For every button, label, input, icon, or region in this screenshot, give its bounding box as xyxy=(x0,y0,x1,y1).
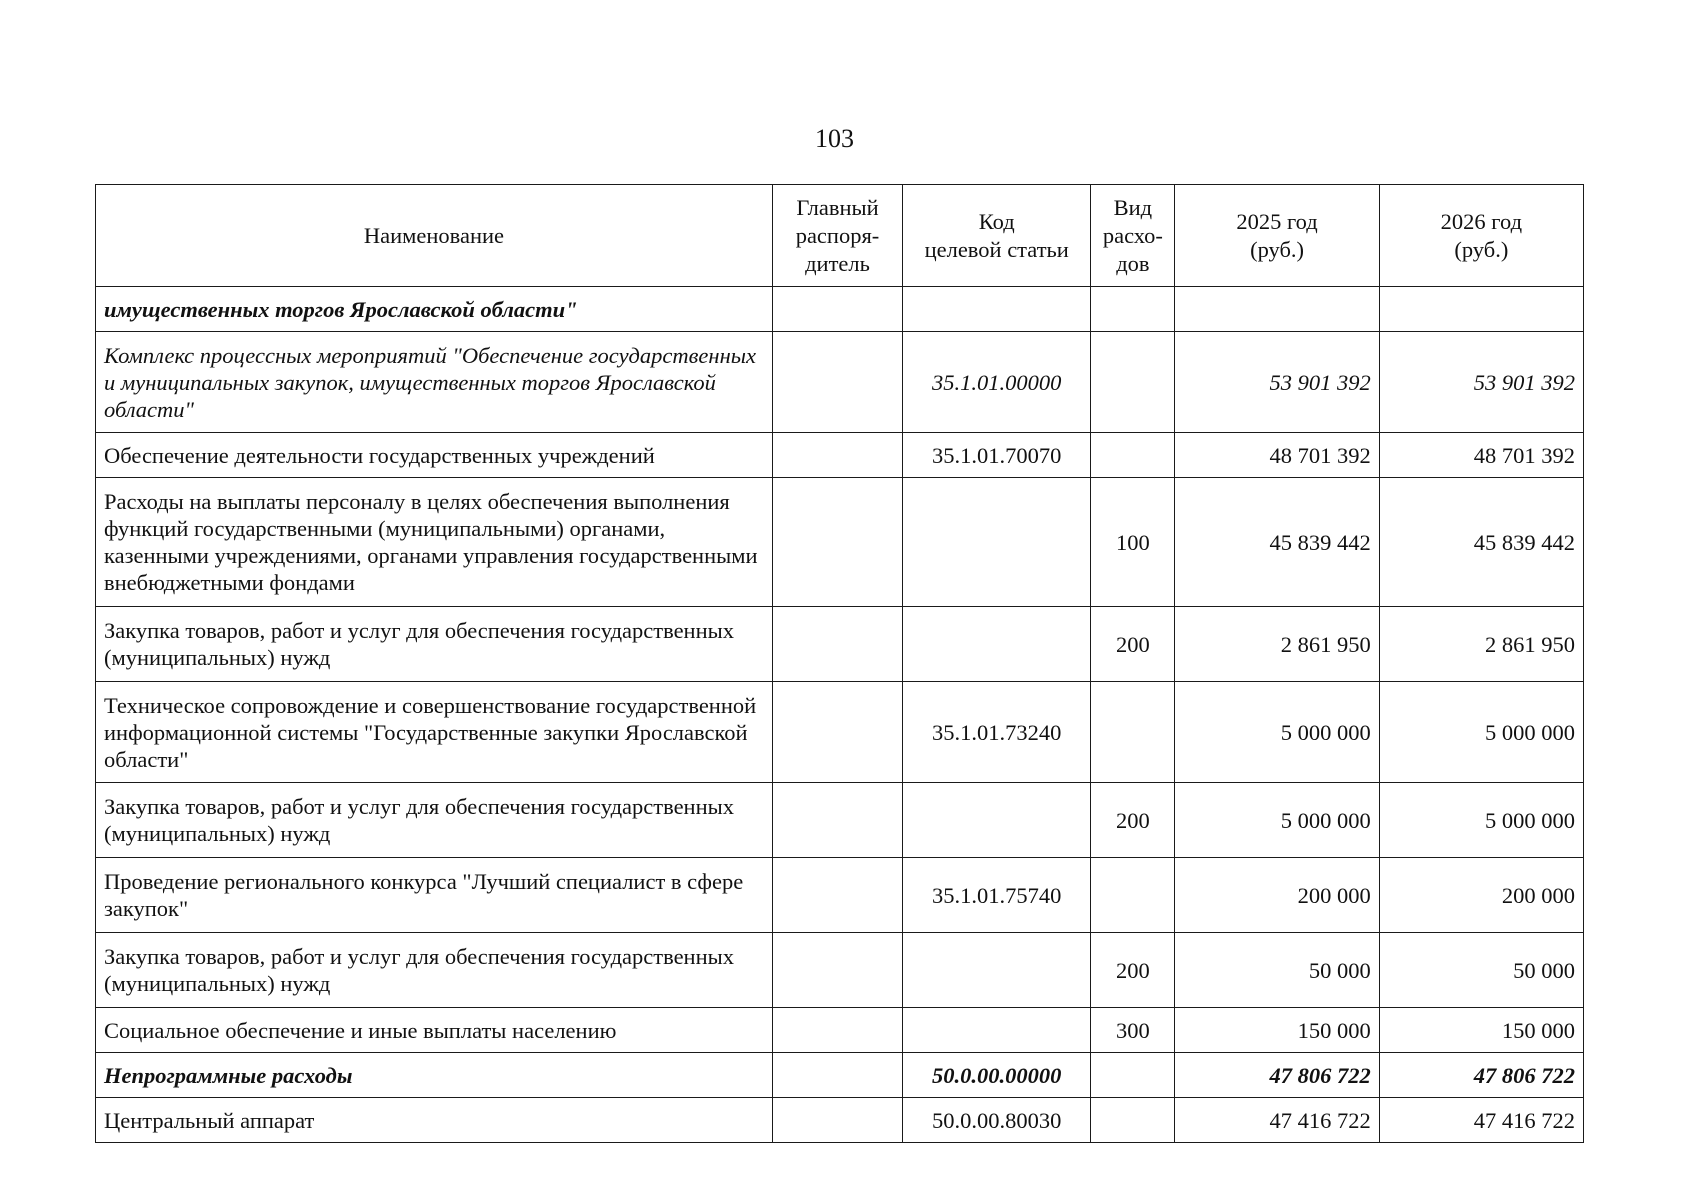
row-kind xyxy=(1091,1098,1175,1143)
table-row xyxy=(96,933,1584,1008)
row-2025: 5 000 000 xyxy=(1175,783,1379,858)
header-code: Код целевой статьи xyxy=(903,185,1091,287)
row-code: 35.1.01.75740 xyxy=(903,858,1091,933)
row-grbs xyxy=(772,1098,902,1143)
table-row xyxy=(96,1098,1584,1143)
row-name: Закупка товаров, работ и услуг для обеспечения государственных (муниципальных) нужд xyxy=(96,607,773,682)
row-grbs xyxy=(772,332,902,433)
row-2026: 47 806 722 xyxy=(1379,1053,1583,1098)
row-2025: 48 701 392 xyxy=(1175,433,1379,478)
budget-table xyxy=(95,184,1584,1143)
row-2026: 53 901 392 xyxy=(1379,332,1583,433)
row-name: Обеспечение деятельности государственных учреждений xyxy=(96,433,773,478)
table-row xyxy=(96,1053,1584,1098)
row-2025: 200 000 xyxy=(1175,858,1379,933)
table-row xyxy=(96,1008,1584,1053)
row-name: Закупка товаров, работ и услуг для обеспечения государственных (муниципальных) нужд xyxy=(96,783,773,858)
row-code: 35.1.01.73240 xyxy=(903,682,1091,783)
row-2026: 45 839 442 xyxy=(1379,478,1583,607)
table-row xyxy=(96,858,1584,933)
row-grbs xyxy=(772,1053,902,1098)
row-2026: 5 000 000 xyxy=(1379,682,1583,783)
table-row xyxy=(96,682,1584,783)
table-row xyxy=(96,607,1584,682)
row-kind: 200 xyxy=(1091,607,1175,682)
row-2025: 2 861 950 xyxy=(1175,607,1379,682)
row-code xyxy=(903,607,1091,682)
row-2025: 150 000 xyxy=(1175,1008,1379,1053)
row-name: Закупка товаров, работ и услуг для обеспечения государственных (муниципальных) нужд xyxy=(96,933,773,1008)
row-code: 35.1.01.00000 xyxy=(903,332,1091,433)
row-kind xyxy=(1091,1053,1175,1098)
row-name: Расходы на выплаты персоналу в целях обеспечения выполнения функций государственными (муниципальными) органами, казенными учреждениями, органами управления государственными внебюджетными фондами xyxy=(96,478,773,607)
header-2026: 2026 год (руб.) xyxy=(1379,185,1583,287)
header-kind: Вид расхо- дов xyxy=(1091,185,1175,287)
row-2025: 45 839 442 xyxy=(1175,478,1379,607)
table-row xyxy=(96,332,1584,433)
row-grbs xyxy=(772,783,902,858)
row-grbs xyxy=(772,1008,902,1053)
row-name: Комплекс процессных мероприятий "Обеспечение государственных и муниципальных закупок, имущественных торгов Ярославской области" xyxy=(96,332,773,433)
row-grbs xyxy=(772,478,902,607)
row-2025: 50 000 xyxy=(1175,933,1379,1008)
row-2025: 5 000 000 xyxy=(1175,682,1379,783)
header-name: Наименование xyxy=(96,185,773,287)
row-code: 35.1.01.70070 xyxy=(903,433,1091,478)
row-2026: 48 701 392 xyxy=(1379,433,1583,478)
row-kind xyxy=(1091,332,1175,433)
row-2025: 53 901 392 xyxy=(1175,332,1379,433)
row-kind: 100 xyxy=(1091,478,1175,607)
row-code: 50.0.00.80030 xyxy=(903,1098,1091,1143)
page-number: 103 xyxy=(815,124,854,153)
row-2025: 47 806 722 xyxy=(1175,1053,1379,1098)
header-grbs: Главный распоря- дитель xyxy=(772,185,902,287)
row-grbs xyxy=(772,682,902,783)
table-row xyxy=(96,287,1584,332)
row-2026: 47 416 722 xyxy=(1379,1098,1583,1143)
row-name: Социальное обеспечение и иные выплаты населению xyxy=(96,1008,773,1053)
row-kind xyxy=(1091,433,1175,478)
row-name: имущественных торгов Ярославской области" xyxy=(96,287,773,332)
row-kind xyxy=(1091,682,1175,783)
row-2026: 5 000 000 xyxy=(1379,783,1583,858)
table-row xyxy=(96,478,1584,607)
table-row xyxy=(96,433,1584,478)
row-kind: 300 xyxy=(1091,1008,1175,1053)
row-code xyxy=(903,783,1091,858)
row-grbs xyxy=(772,287,902,332)
row-2026: 200 000 xyxy=(1379,858,1583,933)
row-kind: 200 xyxy=(1091,933,1175,1008)
row-2026 xyxy=(1379,287,1583,332)
row-code xyxy=(903,933,1091,1008)
row-name: Техническое сопровождение и совершенствование государственной информационной системы "Государственные закупки Ярославской области" xyxy=(96,682,773,783)
row-kind: 200 xyxy=(1091,783,1175,858)
row-grbs xyxy=(772,933,902,1008)
row-grbs xyxy=(772,607,902,682)
table-header-row xyxy=(96,185,1584,287)
header-2025: 2025 год (руб.) xyxy=(1175,185,1379,287)
row-kind xyxy=(1091,287,1175,332)
row-2026: 150 000 xyxy=(1379,1008,1583,1053)
row-2025 xyxy=(1175,287,1379,332)
row-grbs xyxy=(772,858,902,933)
row-2025: 47 416 722 xyxy=(1175,1098,1379,1143)
row-2026: 2 861 950 xyxy=(1379,607,1583,682)
row-kind xyxy=(1091,858,1175,933)
row-code xyxy=(903,1008,1091,1053)
row-2026: 50 000 xyxy=(1379,933,1583,1008)
row-name: Непрограммные расходы xyxy=(96,1053,773,1098)
row-code: 50.0.00.00000 xyxy=(903,1053,1091,1098)
row-code xyxy=(903,478,1091,607)
row-grbs xyxy=(772,433,902,478)
table-row xyxy=(96,783,1584,858)
row-code xyxy=(903,287,1091,332)
row-name: Центральный аппарат xyxy=(96,1098,773,1143)
row-name: Проведение регионального конкурса "Лучший специалист в сфере закупок" xyxy=(96,858,773,933)
